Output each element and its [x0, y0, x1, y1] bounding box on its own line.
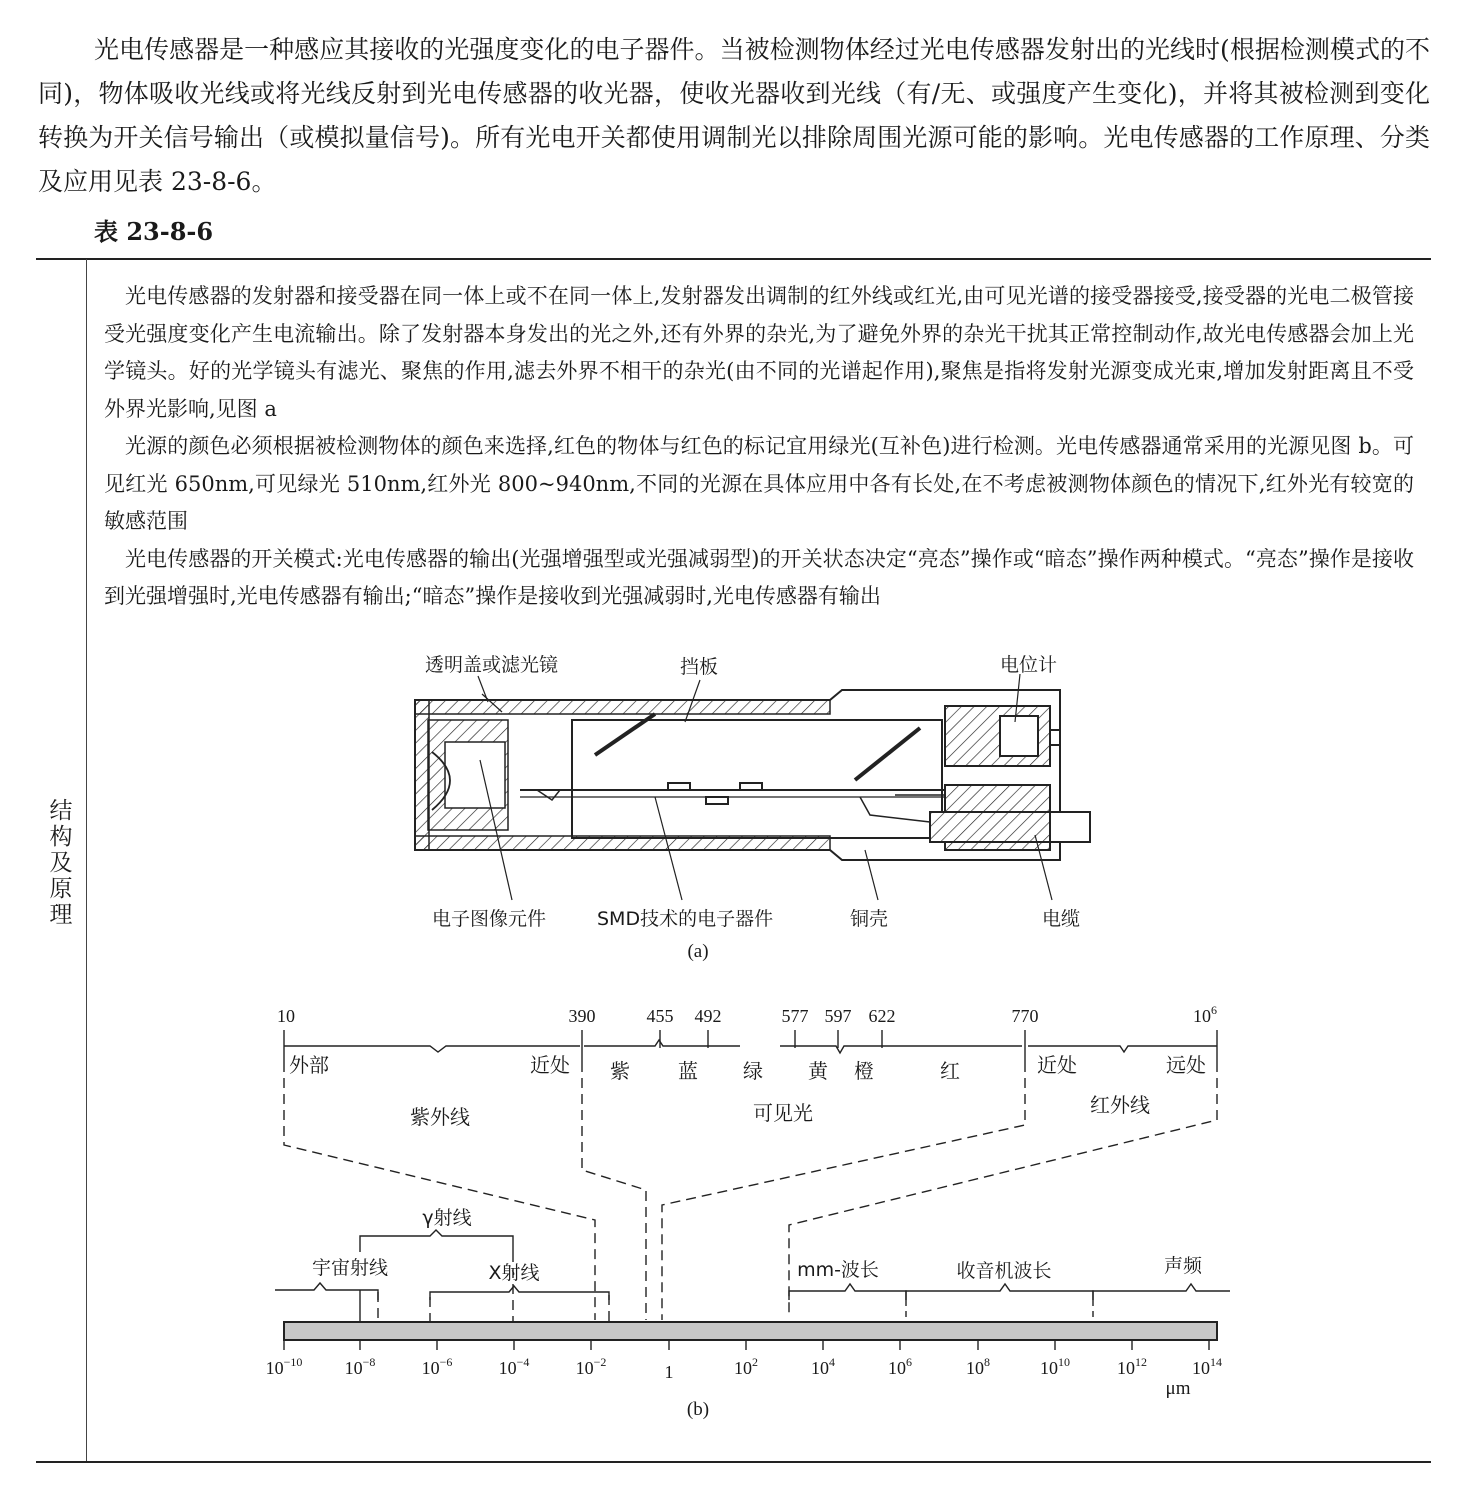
label-ir-near: 近处	[1037, 1053, 1077, 1077]
axis-label: $10^4$	[811, 1355, 835, 1378]
tick-577: 577	[781, 1006, 809, 1026]
axis-label: $10^6$	[888, 1355, 912, 1378]
tick-770: 770	[1011, 1006, 1039, 1026]
label-ir-far: 远处	[1166, 1053, 1206, 1077]
paragraph-switch-mode: 光电传感器的开关模式:光电传感器的输出(光强增强型或光强减弱型)的开关状态决定“亮态”操作或“暗态”操作两种模式。“亮态”操作是接收到光强增强时,光电传感器有输出;“暗态”操作是接收到光强减弱时,光电传感器有输出	[104, 546, 1414, 608]
tick-10-6-exp: 6	[1211, 1003, 1217, 1017]
funnel-dashes	[284, 1062, 1217, 1322]
tick-622: 622	[868, 1006, 896, 1026]
label-audio: 声频	[1163, 1255, 1203, 1277]
axis-label: $10^{-4}$	[498, 1355, 530, 1378]
label-red: 红	[940, 1059, 960, 1083]
top-scale-line	[284, 1040, 1217, 1053]
label-xray: X射线	[488, 1262, 540, 1284]
label-orange: 橙	[854, 1059, 874, 1083]
row-label-char: 原	[49, 876, 73, 902]
label-yellow: 黄	[808, 1059, 828, 1083]
tick-492: 492	[694, 1006, 722, 1026]
axis-label: $10^8$	[966, 1355, 990, 1378]
top-region-labels	[289, 1053, 1206, 1129]
label-baffle: 挡板	[680, 656, 719, 678]
label-blue: 蓝	[678, 1059, 698, 1083]
row-label-char: 构	[49, 824, 73, 850]
spectrum-bar	[284, 1322, 1217, 1340]
axis-tick-labels	[266, 1355, 1222, 1382]
row-label-char: 结	[49, 798, 73, 824]
caption-b: (b)	[686, 1399, 710, 1420]
label-ir: 红外线	[1090, 1093, 1150, 1117]
label-cable: 电缆	[1042, 908, 1081, 930]
row-label-char: 及	[49, 850, 73, 876]
label-gamma: γ射线	[422, 1207, 472, 1229]
axis-ticks	[284, 1340, 1209, 1350]
axis-label: $10^{-6}$	[421, 1355, 453, 1378]
label-potentiometer: 电位计	[1000, 654, 1058, 676]
label-cover: 透明盖或滤光镜	[425, 654, 559, 676]
axis-unit: μm	[1165, 1378, 1191, 1399]
baffle-box	[572, 720, 942, 838]
label-image-element: 电子图像元件	[432, 908, 547, 930]
axis-label: $10^2$	[734, 1355, 758, 1378]
paragraph-light-source: 光源的颜色必须根据被检测物体的颜色来选择,红色的物体与红色的标记宜用绿光(互补色)进行检测。光电传感器通常采用的光源见图 b。可见红光 650nm,可见绿光 510nm,红外光 800~940nm,不同的光源在具体应用中各有长处,在不考虑被测物体颜色的情况下,红外光有较宽的敏感范围	[104, 434, 1414, 533]
tick-455: 455	[646, 1006, 674, 1026]
label-smd: SMD技术的电子器件	[597, 908, 774, 930]
top-scale-labels	[277, 1003, 1217, 1026]
band-labels	[312, 1207, 1203, 1284]
label-violet: 紫	[610, 1059, 630, 1083]
label-uv-near: 近处	[530, 1053, 570, 1077]
axis-label: $10^{10}$	[1040, 1355, 1070, 1378]
axis-label: 1	[664, 1362, 674, 1382]
paragraph-lens: 光电传感器的发射器和接受器在同一体上或不在同一体上,发射器发出调制的红外线或红光,由可见光谱的接受器接受,接受器的光电二极管接受光强度变化产生电流输出。除了发射器本身发出的光之外,还有外界的杂光,为了避免外界的杂光干扰其正常控制动作,故光电传感器会加上光学镜头。好的光学镜头有滤光、聚焦的作用,滤去外界不相干的杂光(由不同的光谱起作用),聚焦是指将发射光源变成光束,增加发射距离且不受外界光影响,见图 a	[104, 284, 1414, 421]
label-radio: 收音机波长	[956, 1260, 1052, 1282]
label-uv-far: 外部	[289, 1053, 329, 1077]
figure-a-sensor-drawing	[415, 674, 1090, 900]
label-mm: mm-波长	[797, 1259, 879, 1281]
label-green: 绿	[743, 1059, 763, 1083]
tick-597: 597	[824, 1006, 852, 1026]
axis-label: $10^{-2}$	[575, 1355, 607, 1378]
tick-10: 10	[277, 1006, 295, 1026]
tick-10-6	[1193, 1003, 1217, 1026]
caption-a: (a)	[687, 941, 709, 962]
intro-paragraph: 光电传感器是一种感应其接收的光强度变化的电子器件。当被检测物体经过光电传感器发射出的光线时(根据检测模式的不同)，物体吸收光线或将光线反射到光电传感器的收光器，使收光器收到光线（有/无、或强度产生变化)，并将其被检测到变化转换为开关信号输出（或模拟量信号)。所有光电开关都使用调制光以排除周围光源可能的影响。光电传感器的工作原理、分类及应用见表 23-8-6。	[38, 35, 1430, 196]
axis-label: $10^{-8}$	[344, 1355, 376, 1378]
label-shell: 铜壳	[850, 908, 889, 930]
table-caption: 表 23-8-6	[94, 217, 214, 246]
axis-label: $10^{12}$	[1117, 1355, 1147, 1378]
label-visible: 可见光	[753, 1101, 813, 1125]
axis-label: $10^{-10}$	[265, 1355, 303, 1378]
axis-label: $10^{14}$	[1192, 1355, 1222, 1378]
label-cosmic: 宇宙射线	[311, 1257, 389, 1279]
label-uv: 紫外线	[410, 1105, 470, 1129]
tick-390: 390	[568, 1006, 596, 1026]
tick-10-6-base: 10	[1193, 1006, 1211, 1026]
row-label-char: 理	[49, 902, 73, 928]
